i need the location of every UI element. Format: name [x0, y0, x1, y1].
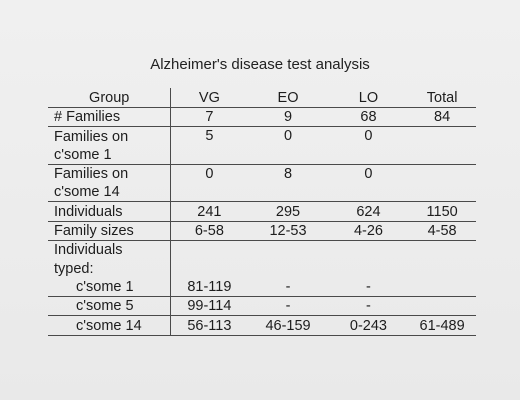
row-label: Family sizes	[48, 221, 171, 240]
cell-lo: -	[329, 296, 409, 315]
header-lo: LO	[329, 88, 409, 108]
cell-vg: 99-114	[171, 296, 247, 315]
cell-vg: 241	[171, 202, 247, 221]
cell-vg: 7	[171, 108, 247, 127]
cell-lo: 624	[329, 202, 409, 221]
cell-lo: 4-26	[329, 221, 409, 240]
table-row-continued	[48, 259, 476, 277]
cell-total	[408, 164, 476, 183]
analysis-table	[48, 88, 476, 336]
cell-eo: 0	[283, 128, 293, 145]
cell-vg: 0	[205, 165, 214, 182]
cell-eo: 295	[247, 202, 328, 221]
cell-eo: -	[247, 278, 328, 297]
cell-lo: 0	[364, 165, 373, 182]
cell-eo: 12-53	[247, 221, 328, 240]
row-label: # Families	[48, 108, 171, 127]
row-label-line2: typed:	[48, 259, 171, 277]
cell-lo: 0	[364, 128, 373, 145]
slide-title: Alzheimer's disease test analysis	[150, 56, 370, 73]
cell-total: 4-58	[408, 221, 476, 240]
cell-vg: 6-58	[171, 221, 247, 240]
row-label: Individuals	[48, 202, 171, 221]
cell-vg: 81-119	[171, 278, 247, 297]
row-label-line2: c'some 14	[48, 183, 171, 202]
row-label-line2: c'some 1	[48, 146, 171, 165]
table-row	[48, 296, 476, 315]
cell-total: 84	[408, 108, 476, 127]
cell-lo: 0-243	[329, 316, 409, 335]
cell-eo: 8	[283, 165, 293, 182]
table-row	[48, 108, 476, 127]
cell-total	[408, 296, 476, 315]
table-row	[48, 278, 476, 297]
cell-eo: 46-159	[247, 316, 328, 335]
row-label: Individuals	[48, 241, 171, 260]
cell-lo: -	[329, 278, 409, 297]
header-vg: VG	[171, 88, 247, 108]
cell-total: 61-489	[408, 316, 476, 335]
cell-total	[408, 127, 476, 146]
header-group: Group	[48, 88, 171, 108]
cell-eo: 9	[247, 108, 328, 127]
table-row	[48, 127, 476, 146]
row-label: Families on	[48, 164, 171, 183]
cell-vg: 5	[205, 128, 214, 145]
row-label: Families on	[48, 127, 171, 146]
cell-lo: 68	[329, 108, 409, 127]
cell-total: 1150	[408, 202, 476, 221]
row-label: c'some 14	[48, 316, 171, 335]
row-label: c'some 5	[48, 296, 171, 315]
cell-vg: 56-113	[171, 316, 247, 335]
cell-eo: -	[247, 296, 328, 315]
table-row-continued	[48, 146, 476, 165]
table-row	[48, 164, 476, 183]
header-eo: EO	[247, 88, 328, 108]
table-row	[48, 316, 476, 335]
table-row	[48, 202, 476, 221]
cell-total	[408, 278, 476, 297]
table-row	[48, 221, 476, 240]
table-header-row	[48, 88, 476, 108]
table-row	[48, 241, 476, 260]
header-total: Total	[408, 88, 476, 108]
row-label: c'some 1	[48, 278, 171, 297]
table-row-continued	[48, 183, 476, 202]
